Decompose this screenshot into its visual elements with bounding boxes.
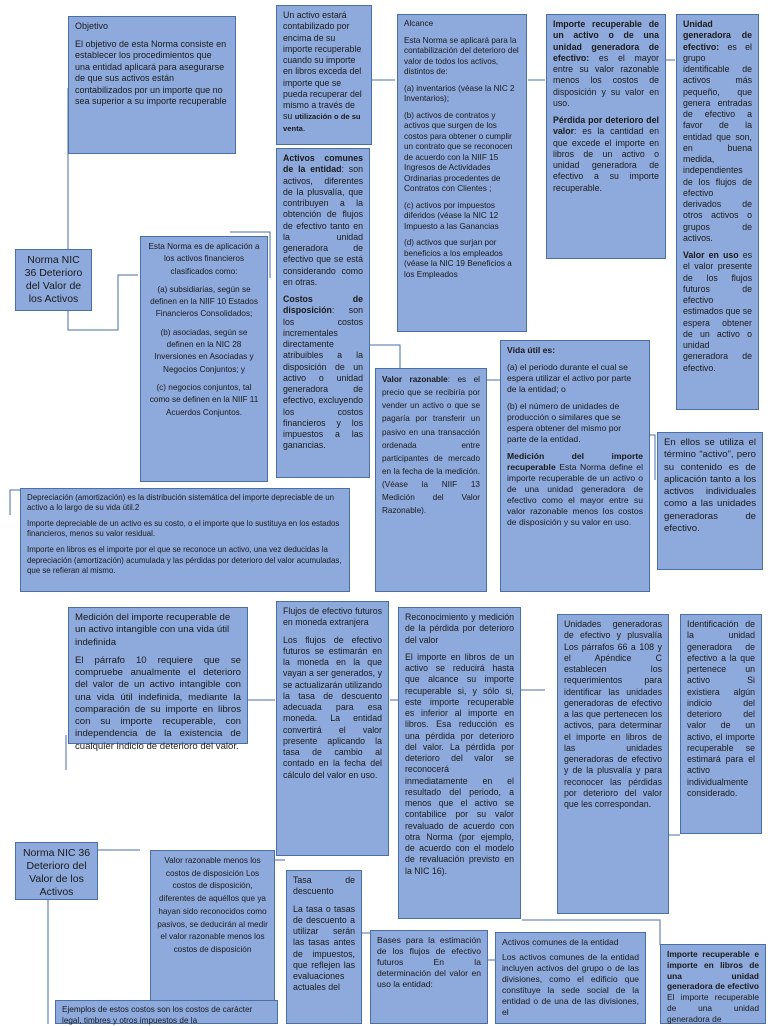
- perdida-heading: Pérdida por deterioro del valor: [553, 115, 659, 137]
- reconocimiento-text: El importe en libros de un activo se reducirá hasta que alcance su importe recuperable si, y sólo si, este importe recuperable es inferior al importe en libros. Esa reducción es una pérdida por deterioro del valor. La pérdida por deterioro del valor se reconocerá inmediatamente en el resultado del periodo, a menos que el activo se contabilice por su valor revaluado de acuerdo con otra Norma (por ejemplo, de acuerdo con el modelo de revaluación previsto en la NIC 16).: [405, 651, 514, 876]
- bases-box: [370, 930, 488, 1024]
- connector-vida-activo: [650, 435, 655, 480]
- importe-ugef-text: El importe recuperable de una unidad generadora de: [667, 992, 759, 1024]
- intangible-box: [68, 607, 248, 752]
- tasa-box: [286, 870, 362, 1024]
- alcance-box: [397, 14, 527, 332]
- norma-title-bottom: [15, 842, 98, 900]
- intangible-text: El párrafo 10 requiere que se compruebe anualmente el deterioro del valor de un activo intangible con una vida útil indefinida, mediante la comparación de su importe en libros con su importe recuperable, con independencia de la existencia de cualquier indicio de deterioro del valor.: [75, 654, 241, 752]
- valor-uso-heading: Valor en uso: [683, 250, 739, 260]
- importe-ugef-box: [660, 944, 766, 1024]
- vr-menos-text: Los costos de disposición, diferentes de aquéllos que ya hayan sido reconocidos como pasivos, se deducirán al medir el valor razonable menos los costos de disposición: [157, 868, 268, 954]
- valor-razonable-box: [375, 368, 487, 592]
- intangible-heading: Medición del importe recuperable de un activo intangible con una vida útil indefinida: [75, 612, 231, 648]
- reconocimiento-box: [398, 607, 521, 919]
- importe-recuperable-heading: Importe recuperable de un activo o de una unidad generadora de efectivo:: [553, 19, 659, 63]
- objetivo-box: [68, 16, 236, 154]
- aplicacion-item-a: (a) subsidiarias, según se definen en la NIIF 10 Estados Financieros Consolidados;: [150, 284, 258, 319]
- norma-title-text: Norma NIC 36 Deterioro del Valor de los Activos: [24, 254, 83, 306]
- valor-uso-text: es el valor presente de los flujos futuros de efectivo estimados que se espera obtener de un activo o unidad generadora de efectivo.: [683, 250, 752, 373]
- alcance-heading: Alcance: [404, 19, 434, 28]
- medicion-heading: Medición del importe recuperable: [507, 451, 643, 472]
- flujos-box: [276, 601, 389, 856]
- unidades-text: Unidades generadoras de efectivo y plusvalía Los párrafos 66 a 108 y el Apéndice C establecen los requerimientos para identificar las unidades generadoras de efectivo a las que pertenecen los activos, para determinar el importe en libros de las unidades generadoras de efectivo y de la plusvalía y para reconocer las pérdidas por deterioro del valor que les correspondan.: [564, 619, 662, 809]
- alcance-item-d: (d) activos que surjan por beneficios a los empleados (véase la NIC 19 Beneficios a los Empleados: [404, 238, 512, 279]
- valor-razonable-heading: Valor razonable: [382, 375, 448, 384]
- contabilizado-box: [276, 5, 372, 145]
- comunes-bottom-box: [495, 932, 646, 1024]
- ugef-text: es el grupo identificable de activos más pequeño, que genera entradas de efectivo a favor de la entidad que son, en buena medida, independientes de los flujos de efectivo derivados de otros activos o grupos de activos.: [683, 41, 752, 243]
- aplicacion-intro: Esta Norma es de aplicación a los activos financieros clasificados como:: [148, 242, 260, 276]
- ejemplos-text: Ejemplos de estos costos son los costos de carácter legal, timbres y otros impuestos de la: [62, 1005, 253, 1025]
- alcance-item-a: (a) inventarios (véase la NIC 2 Inventarios);: [404, 83, 515, 103]
- norma-title-top: [15, 249, 92, 311]
- ejemplos-box: [55, 1000, 278, 1024]
- objetivo-text: El objetivo de esta Norma consiste en establecer los procedimientos que una entidad aplicará para asegurarse de que sus activos están contabilizados por un importe que no sea superior a su importe recuperable: [75, 38, 227, 107]
- aplicacion-item-c: (c) negocios conjuntos, tal como se definen en la NIIF 11 Acuerdos Conjuntos.: [149, 382, 259, 417]
- costos-text: : son los costos incrementales directamente atribuibles a la disposición de un activo o unidad generadora de efectivo, excluyendo los costos financieros y los impuestos a las ganancias.: [283, 305, 363, 451]
- tasa-text: La tasa o tasas de descuento a utilizar serán las tasas antes de impuestos, que reflejen las evaluaciones actuales del: [293, 903, 355, 993]
- importe-recuperable-text: es el mayor entre su valor razonable menos los costos de disposición y su valor en uso.: [553, 52, 659, 108]
- perdida-text: : es la cantidad en que excede el importe en libros de un activo o unidad generadora de efectivo a su importe recuperable.: [553, 126, 659, 193]
- identificacion-text: Identificación de la unidad generadora de efectivo a la que pertenece un activo Si existiera algún indicio del deterioro del valor de un activo, el importe recuperable se estimará para el activo individualmente considerado.: [687, 619, 755, 798]
- vida-util-item-b: (b) el número de unidades de producción o similares que se espera obtener del mismo por parte de la entidad.: [507, 401, 622, 444]
- unidades-box: [557, 614, 669, 914]
- vida-util-box: [500, 340, 650, 592]
- valor-razonable-text: : es el precio que se recibiría por vender un activo o que se pagaría por transferir un pasivo en una transacción ordenada entre participantes de mercado en la fecha de la medición. (Véase la NIIF 13 Medición del Valor Razonable).: [382, 375, 480, 516]
- aplicacion-box: [140, 236, 268, 482]
- vr-menos-heading: Valor razonable menos los costos de disposición: [164, 856, 261, 878]
- comunes-heading: Activos comunes de la entidad: [283, 153, 363, 175]
- depreciacion-def: Depreciación (amortización) es la distribución sistemática del importe depreciable de un activo a lo largo de su vida útil.2: [27, 493, 335, 513]
- identificacion-box: [680, 614, 762, 834]
- ugef-heading: Unidad generadora de efectivo:: [683, 19, 752, 52]
- costos-heading: Costos de disposición: [283, 294, 363, 316]
- norma-title-text: Norma NIC 36 Deterioro del Valor de los Activos: [22, 847, 91, 899]
- importe-ugef-heading: Importe recuperable e importe en libros de una unidad generadora de efectivo: [667, 949, 759, 992]
- comunes-bottom-heading: Activos comunes de la entidad: [502, 937, 619, 947]
- aplicacion-item-b: (b) asociadas, según se definen en la NIC 28 Inversiones en Asociadas y Negocios Conjuntos; y: [154, 327, 254, 374]
- comunes-bottom-text: Los activos comunes de la entidad incluyen activos del grupo o de las divisiones, como el edificio que constituye la sede social de la entidad o de una de las divisiones, el: [502, 952, 639, 1017]
- contabilizado-end: .: [302, 122, 306, 133]
- comunes-costos-box: [276, 148, 370, 478]
- activo-term-box: [657, 432, 763, 570]
- vida-util-heading: Vida útil es:: [507, 345, 556, 355]
- ugef-box: [676, 14, 759, 410]
- bases-text: Bases para la estimación de los flujos de efectivo futuros En la determinación del valor en uso la entidad:: [377, 935, 481, 989]
- importe-libros-def: Importe en libros es el importe por el que se reconoce un activo, una vez deducidas la depreciación (amortización) acumulada y las pérdidas por deterioro del valor acumuladas, que se refieran al mismo.: [27, 545, 342, 575]
- flujos-text: Los flujos de efectivo futuros se estimarán en la moneda en la que vayan a ser generados, y se actualizarán utilizando la tasa de descuento adecuada para esa moneda. La entidad convertirá el valor presente aplicando la tasa de cambio al contado en la fecha del cálculo del valor en uso.: [283, 634, 382, 780]
- page-separator: [0, 592, 768, 600]
- objetivo-heading: Objetivo: [75, 21, 109, 31]
- importe-recuperable-box: [546, 14, 666, 259]
- tasa-heading: Tasa de descuento: [293, 875, 355, 897]
- contabilizado-text: Un activo estará contabilizado por encima de su importe recuperable cuando su importe en libros exceda del importe que se pueda recuperar del mismo a través de su: [283, 10, 362, 122]
- alcance-item-c: (c) activos por impuestos diferidos (véase la NIC 12 Impuesto a las Ganancias: [404, 200, 499, 231]
- activo-term-text: En ellos se utiliza el término “activo”, pero su contenido es de aplicación tanto a los activos individuales como a las unidades generadoras de efectivo.: [664, 437, 756, 534]
- importe-depreciable-def: Importe depreciable de un activo es su costo, o el importe que lo sustituya en los estados financieros, menos su valor residual.: [27, 519, 340, 539]
- connector-costos-valor: [370, 345, 400, 368]
- flujos-heading: Flujos de efectivo futuros en moneda extranjera: [283, 606, 382, 628]
- vida-util-item-a: (a) el periodo durante el cual se espera utilizar el activo por parte de la entidad; o: [507, 362, 632, 394]
- alcance-intro: Esta Norma se aplicará para la contabilización del deterioro del valor de todos los activos, distintos de:: [404, 35, 519, 76]
- contabilizado-emphasis: utilización o de su venta: [283, 112, 361, 133]
- vr-menos-box: [150, 850, 275, 1020]
- reconocimiento-heading: Reconocimiento y medición de la pérdida por deterioro del valor: [405, 612, 514, 645]
- depreciacion-box: [20, 488, 350, 592]
- comunes-text: : son activos, diferentes de la plusvalía, que contribuyen a la obtención de flujos de efectivo tanto en la unidad generadora de efectivo que se está considerando como en otras.: [283, 164, 363, 287]
- alcance-item-b: (b) activos de contratos y activos que surgen de los costos para obtener o cumplir un contrato que se reconocen de acuerdo con la NIIF 15 Ingresos de Actividades Ordinarias procedentes de Contratos con Clientes ;: [404, 110, 513, 193]
- medicion-text: Esta Norma define el importe recuperable de un activo o de una unidad generadora de efectivo como el mayor entre su valor razonable menos los costos de disposición y su valor en uso.: [507, 462, 643, 527]
